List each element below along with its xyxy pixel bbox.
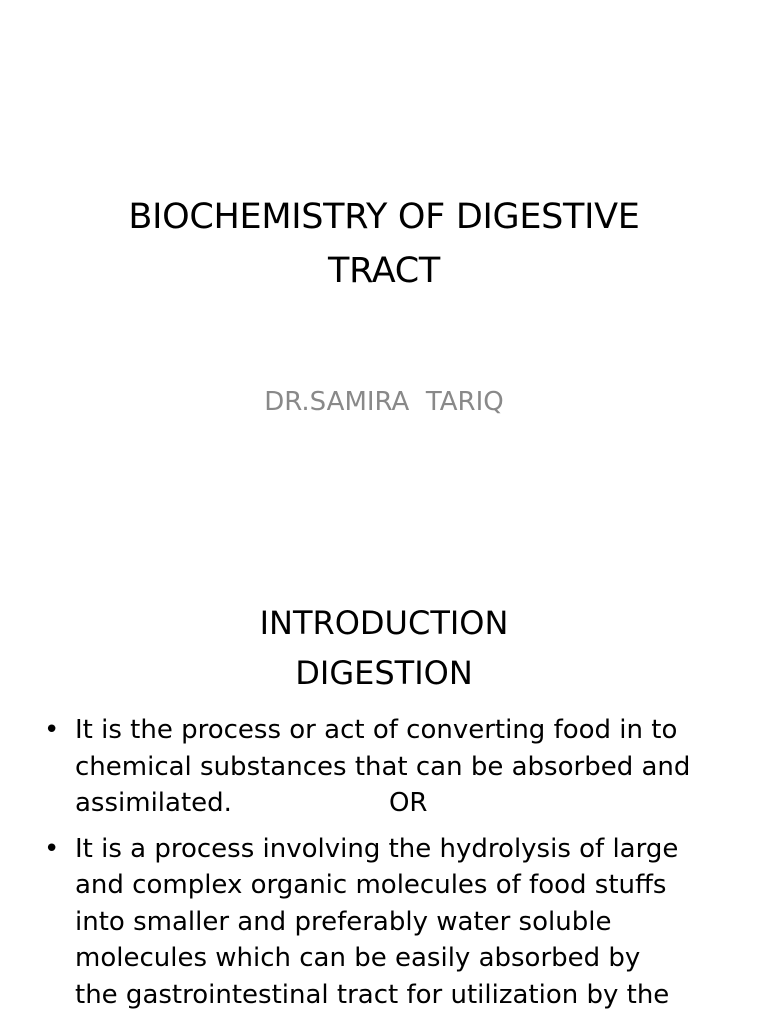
slide-title xyxy=(0,190,768,298)
bullet-item xyxy=(44,712,744,822)
slide-title-line: BIOCHEMISTRY OF DIGESTIVE xyxy=(128,197,640,237)
bullet-text-line: molecules which can be easily absorbed by xyxy=(75,943,641,973)
slide-title-line: TRACT xyxy=(328,251,440,291)
slide-heading-line: INTRODUCTION xyxy=(259,604,509,642)
bullet-item xyxy=(44,831,744,1014)
bullet-text-line: and complex organic molecules of food stuffs xyxy=(75,870,667,900)
bullet-text-line: assimilated. OR xyxy=(75,788,428,818)
bullet-text-line: It is the process or act of converting food in to xyxy=(75,715,678,745)
bullet-text-line: It is a process involving the hydrolysis of large xyxy=(75,833,679,864)
slide-heading xyxy=(0,598,768,698)
slide-heading-line: DIGESTION xyxy=(295,654,473,692)
bullet-text-line: into smaller and preferably water soluble xyxy=(75,906,612,937)
bullet-list xyxy=(44,712,744,1022)
bullet-icon: • xyxy=(44,715,60,745)
bullet-text-line: chemical substances that can be absorbed and xyxy=(75,751,691,782)
introduction-slide xyxy=(0,576,768,1024)
bullet-text-line: the gastrointestinal tract for utilization by the xyxy=(75,979,670,1010)
author-subtitle: DR.SAMIRA TARIQ xyxy=(264,387,504,417)
bullet-icon: • xyxy=(44,833,60,864)
